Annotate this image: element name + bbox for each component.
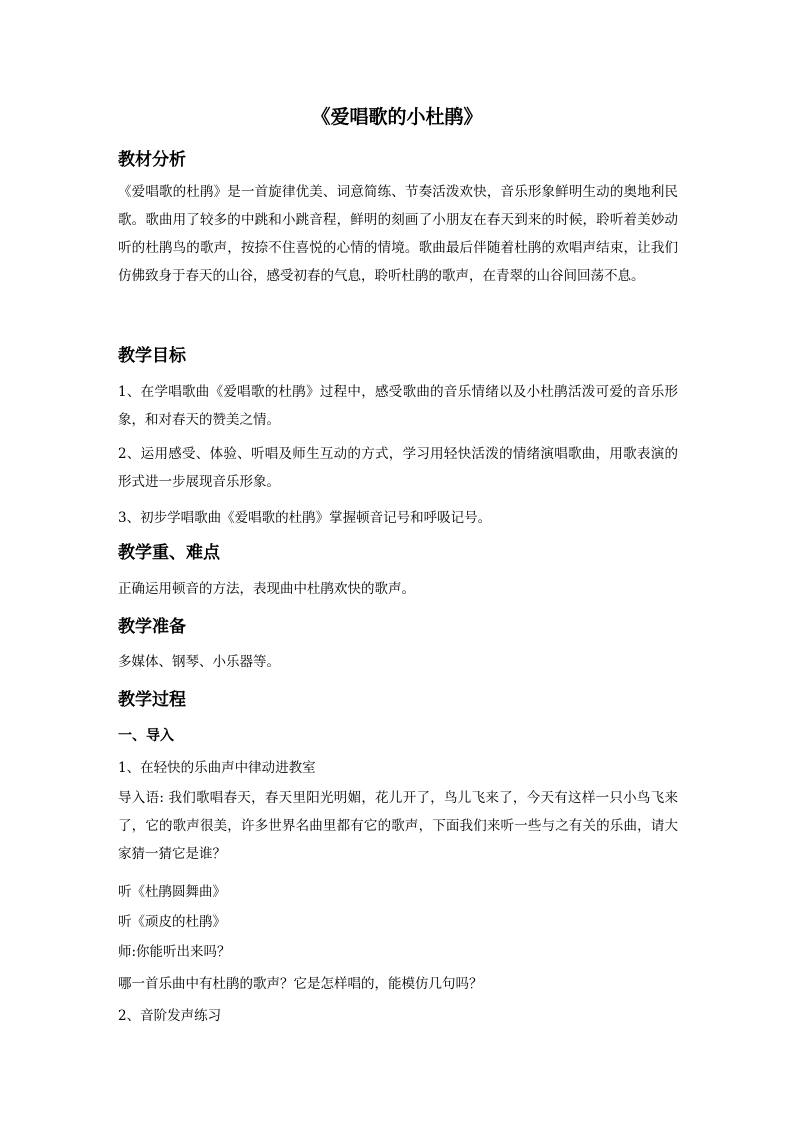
- listen-item-2: 听《顽皮的杜鹃》: [118, 914, 226, 930]
- paragraph-intro: 导入语: 我们歌唱春天，春天里阳光明媚，花儿开了，鸟儿飞来了，今天有这样一只小鸟飞来了，它的歌声很美，许多世界名曲里都有它的歌声，下面我们来听一些与之有关的乐曲，请大家猜一猜它是谁？: [118, 790, 678, 862]
- paragraph-analysis: 《爱唱歌的杜鹃》是一首旋律优美、词意简练、节奏活泼欢快，音乐形象鲜明生动的奥地利民歌。歌曲用了较多的中跳和小跳音程，鲜明的刻画了小朋友在春天到来的时候，聆听着美妙动听的杜鹃鸟的歌声，按捺不住喜悦的心情的情境。歌曲最后伴随着杜鹃的欢唱声结束，让我们仿佛致身于春天的山谷，感受初春的气息，聆听杜鹃的歌声，在青翠的山谷间回荡不息。: [118, 184, 678, 284]
- goal-item-2: 2、运用感受、体验、听唱及师生互动的方式，学习用轻快活泼的情绪演唱歌曲，用歌表演的形式进一步展现音乐形象。: [118, 446, 678, 490]
- question-line: 哪一首乐曲中有杜鹃的歌声？它是怎样唱的，能模仿几句吗？: [118, 976, 483, 992]
- paragraph-keypoints: 正确运用顿音的方法，表现曲中杜鹃欢快的歌声。: [118, 581, 415, 597]
- heading-analysis: 教材分析: [118, 150, 186, 170]
- step-2: 2、音阶发声练习: [118, 1008, 222, 1024]
- goal-item-1: 1、在学唱歌曲《爱唱歌的杜鹃》过程中，感受歌曲的音乐情绪以及小杜鹃活泼可爱的音乐形象，和对春天的赞美之情。: [118, 384, 678, 428]
- listen-item-1: 听《杜鹃圆舞曲》: [118, 884, 226, 900]
- heading-keypoints: 教学重、难点: [118, 543, 220, 563]
- paragraph-prep: 多媒体、钢琴、小乐器等。: [118, 654, 280, 670]
- goal-item-3: 3、初步学唱歌曲《爱唱歌的杜鹃》掌握顿音记号和呼吸记号。: [118, 510, 492, 526]
- teacher-question: 师:你能听出来吗？: [118, 944, 231, 960]
- document-title: 《爱唱歌的小杜鹃》: [311, 106, 483, 128]
- subheading-intro: 一、导入: [118, 728, 174, 744]
- step-1: 1、在轻快的乐曲声中律动进教室: [118, 760, 316, 776]
- heading-process: 教学过程: [118, 690, 186, 710]
- heading-goals: 教学目标: [118, 346, 186, 366]
- heading-prep: 教学准备: [118, 617, 186, 637]
